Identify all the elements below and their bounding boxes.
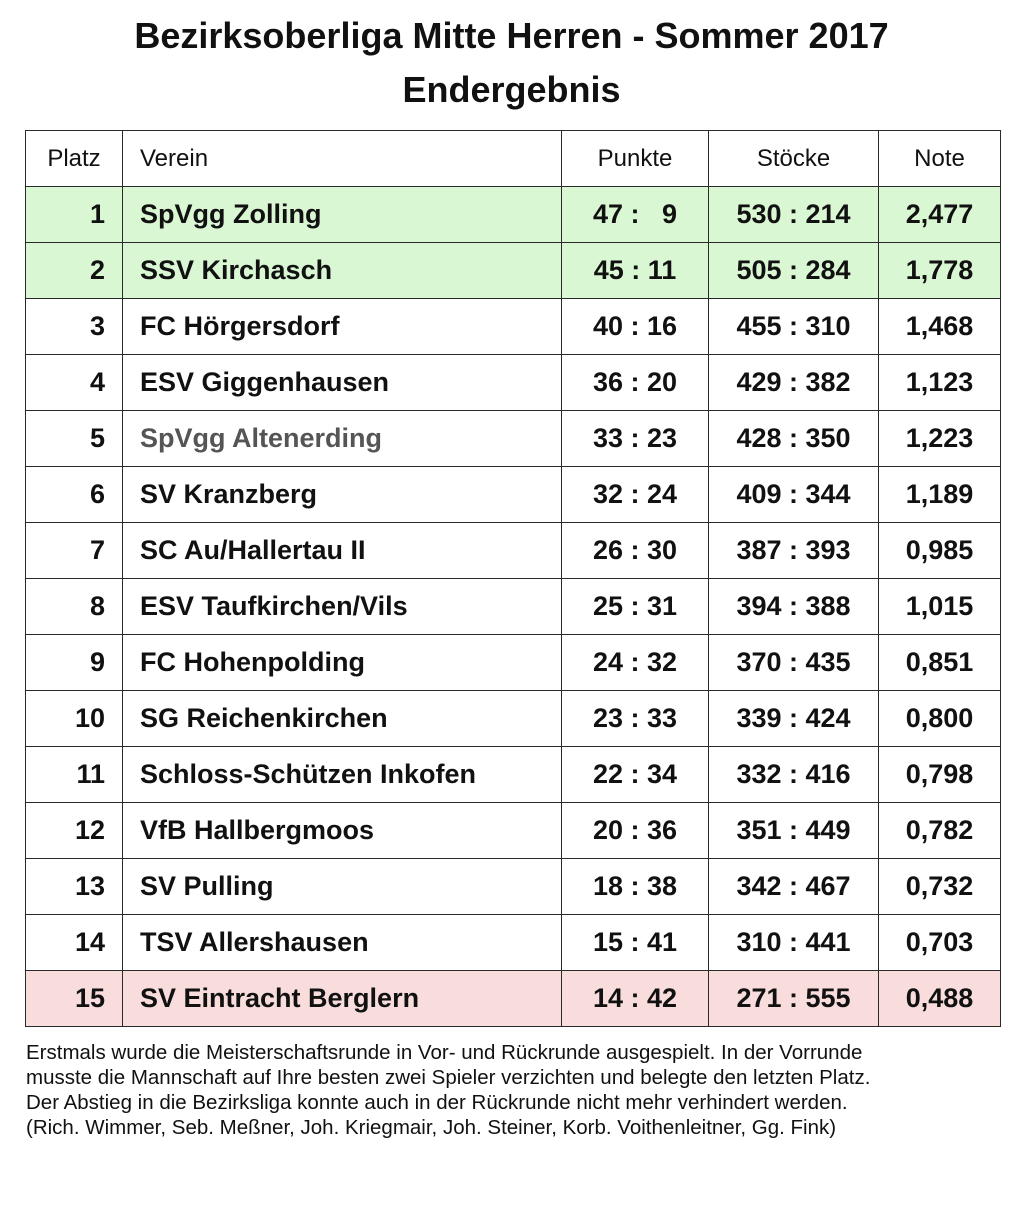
column-header-stoecke: Stöcke [709,131,879,187]
page-subtitle: Endergebnis [402,69,621,110]
cell-stoecke: 342 : 467 [709,859,879,915]
cell-stoecke: 387 : 393 [709,523,879,579]
table-row [26,467,1001,523]
column-header-platz: Platz [26,131,123,187]
cell-platz: 9 [26,635,123,691]
footnote-line: musste die Mannschaft auf Ihre besten zwei Spieler verzichten und belegte den letzten Platz. [26,1066,871,1089]
table-row [26,523,1001,579]
cell-platz: 13 [26,859,123,915]
table-row [26,691,1001,747]
cell-stoecke: 505 : 284 [709,243,879,299]
column-header-punkte: Punkte [562,131,709,187]
cell-note: 0,798 [879,747,1001,803]
cell-punkte: 40 : 16 [562,299,709,355]
cell-verein: SV Eintracht Berglern [123,971,562,1027]
cell-platz: 12 [26,803,123,859]
cell-note: 0,732 [879,859,1001,915]
cell-note: 0,851 [879,635,1001,691]
cell-verein: SV Pulling [123,859,562,915]
cell-verein: FC Hörgersdorf [123,299,562,355]
footnote [26,1040,1016,1140]
column-header-verein: Verein [123,131,562,187]
cell-verein: Schloss-Schützen Inkofen [123,747,562,803]
cell-note: 1,223 [879,411,1001,467]
cell-note: 2,477 [879,187,1001,243]
cell-platz: 5 [26,411,123,467]
cell-stoecke: 332 : 416 [709,747,879,803]
cell-note: 1,189 [879,467,1001,523]
cell-note: 0,782 [879,803,1001,859]
cell-punkte: 26 : 30 [562,523,709,579]
cell-verein: SSV Kirchasch [123,243,562,299]
table-row [26,355,1001,411]
cell-verein: SV Kranzberg [123,467,562,523]
cell-punkte: 24 : 32 [562,635,709,691]
cell-punkte: 32 : 24 [562,467,709,523]
cell-stoecke: 394 : 388 [709,579,879,635]
cell-stoecke: 455 : 310 [709,299,879,355]
cell-platz: 14 [26,915,123,971]
table-row [26,243,1001,299]
column-header-note: Note [879,131,1001,187]
footnote-line: Erstmals wurde die Meisterschaftsrunde in Vor- und Rückrunde ausgespielt. In der Vorrunde [26,1041,863,1064]
table-row [26,859,1001,915]
cell-platz: 7 [26,523,123,579]
cell-stoecke: 310 : 441 [709,915,879,971]
cell-stoecke: 271 : 555 [709,971,879,1027]
cell-punkte: 36 : 20 [562,355,709,411]
cell-note: 0,800 [879,691,1001,747]
cell-note: 1,468 [879,299,1001,355]
cell-platz: 6 [26,467,123,523]
cell-stoecke: 428 : 350 [709,411,879,467]
cell-platz: 10 [26,691,123,747]
cell-note: 0,703 [879,915,1001,971]
cell-platz: 11 [26,747,123,803]
cell-punkte: 25 : 31 [562,579,709,635]
cell-verein: TSV Allershausen [123,915,562,971]
cell-punkte: 14 : 42 [562,971,709,1027]
footnote-line: Der Abstieg in die Bezirksliga konnte auch in der Rückrunde nicht mehr verhindert werden. [26,1091,848,1114]
cell-punkte: 18 : 38 [562,859,709,915]
table-row [26,579,1001,635]
cell-punkte: 20 : 36 [562,803,709,859]
table-row [26,915,1001,971]
cell-stoecke: 339 : 424 [709,691,879,747]
table-row [26,411,1001,467]
cell-punkte: 22 : 34 [562,747,709,803]
table-row [26,299,1001,355]
cell-verein: ESV Giggenhausen [123,355,562,411]
cell-stoecke: 370 : 435 [709,635,879,691]
cell-verein: FC Hohenpolding [123,635,562,691]
cell-stoecke: 409 : 344 [709,467,879,523]
table-row [26,971,1001,1027]
cell-platz: 15 [26,971,123,1027]
cell-platz: 3 [26,299,123,355]
cell-stoecke: 530 : 214 [709,187,879,243]
cell-punkte: 15 : 41 [562,915,709,971]
cell-note: 1,015 [879,579,1001,635]
footnote-line: (Rich. Wimmer, Seb. Meßner, Joh. Kriegmair, Joh. Steiner, Korb. Voithenleitner, Gg. Fink) [26,1116,837,1139]
cell-note: 0,985 [879,523,1001,579]
cell-verein: ESV Taufkirchen/Vils [123,579,562,635]
page-title: Bezirksoberliga Mitte Herren - Sommer 2017 [134,15,889,56]
table-header-row [26,131,1001,187]
cell-note: 1,778 [879,243,1001,299]
cell-note: 0,488 [879,971,1001,1027]
cell-platz: 8 [26,579,123,635]
cell-punkte: 33 : 23 [562,411,709,467]
cell-verein: SG Reichenkirchen [123,691,562,747]
table-row [26,187,1001,243]
cell-verein: SpVgg Zolling [123,187,562,243]
cell-punkte: 47 : 9 [562,187,709,243]
cell-platz: 4 [26,355,123,411]
table-row [26,803,1001,859]
cell-platz: 1 [26,187,123,243]
cell-verein: VfB Hallbergmoos [123,803,562,859]
table-row [26,635,1001,691]
cell-stoecke: 351 : 449 [709,803,879,859]
cell-punkte: 23 : 33 [562,691,709,747]
cell-note: 1,123 [879,355,1001,411]
cell-platz: 2 [26,243,123,299]
standings-table [25,130,1001,1027]
cell-verein: SpVgg Altenerding [123,411,562,467]
table-row [26,747,1001,803]
cell-verein: SC Au/Hallertau II [123,523,562,579]
cell-punkte: 45 : 11 [562,243,709,299]
cell-stoecke: 429 : 382 [709,355,879,411]
